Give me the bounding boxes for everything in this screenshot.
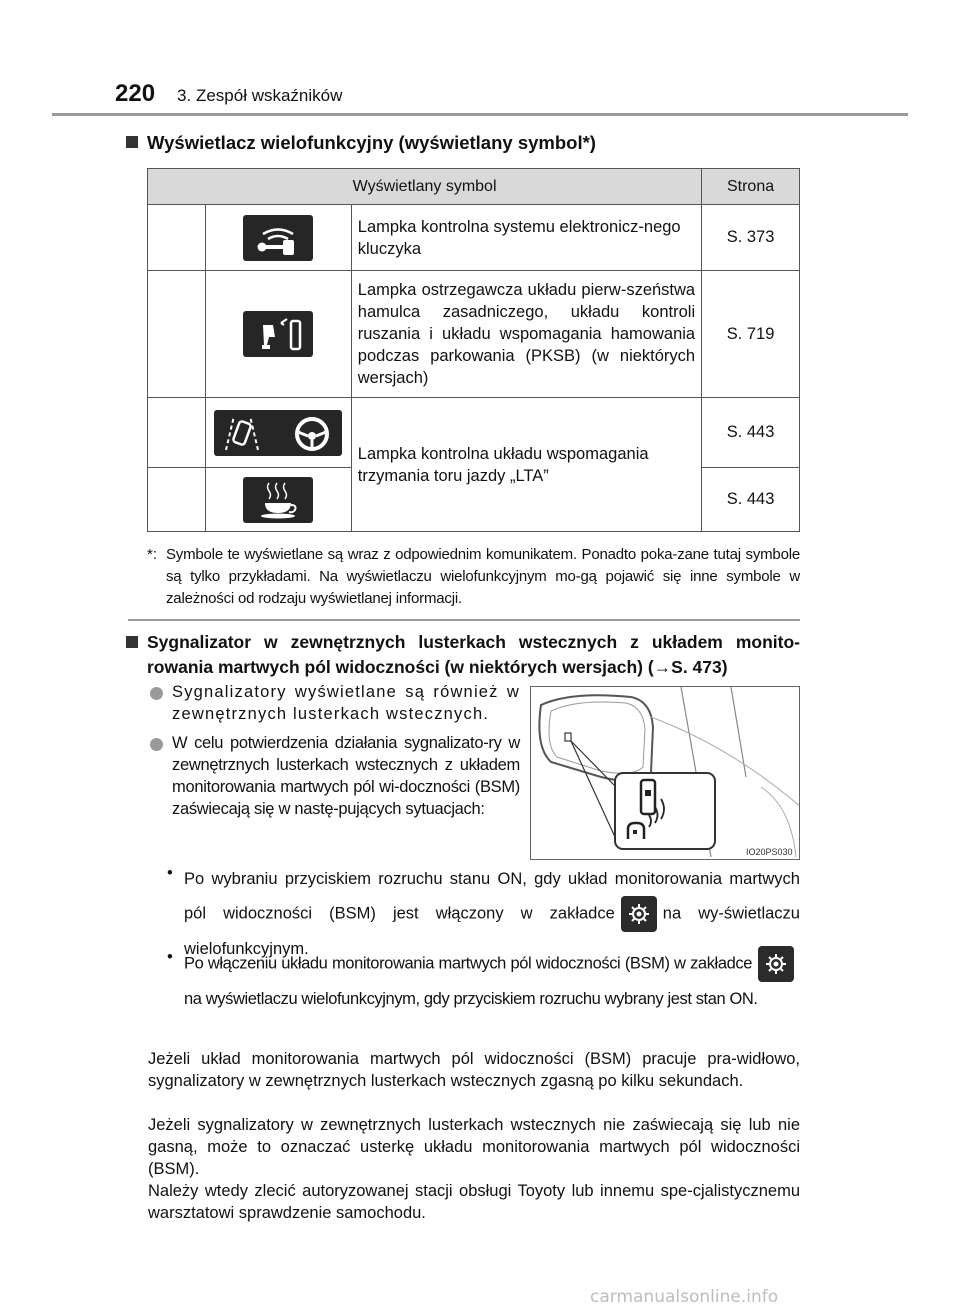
section-heading-display <box>128 130 808 155</box>
column-header-symbol: Wyświetlany symbol <box>148 169 702 205</box>
row-page: S. 443 <box>702 468 800 532</box>
sub-item-text: Po włączeniu układu monitorowania martwych pól widoczności (BSM) w zakładce <box>184 954 752 973</box>
paragraph-malfunction: Jeżeli sygnalizatory w zewnętrznych lusterkach wstecznych nie zaświecają się lub nie gasną, może to oznaczać usterkę układu monitorowania martwych pól widoczności (BSM). <box>148 1116 800 1178</box>
electronic-key-icon <box>243 215 313 261</box>
table-row <box>148 271 800 398</box>
circle-bullet-icon <box>150 687 163 700</box>
page-header <box>115 80 342 108</box>
bullet-text: Sygnalizatory wyświetlane są również w zewnętrznych lusterkach wstecznych. <box>172 683 520 723</box>
brake-override-icon <box>243 311 313 357</box>
footnote-text: Symbole te wyświetlane są wraz z odpowiednim komunikatem. Ponadto poka-zane tutaj symbole są tylko przykładami. Na wyświetlaczu wielofunkcyjnym mo-gą pojawić się inne symbole w zależności od rodzaju wyświetlanej informacji. <box>166 546 800 607</box>
row-page: S. 443 <box>702 398 800 468</box>
section-heading-bsm <box>128 630 800 680</box>
table-footnote <box>147 544 800 610</box>
column-header-page: Strona <box>702 169 800 205</box>
lane-trace-icon <box>214 410 342 456</box>
page-number: 220 <box>115 80 156 107</box>
side-mirror-image <box>531 687 800 860</box>
section-heading-text: Wyświetlacz wielofunkcyjny (wyświetlany symbol*) <box>147 132 596 153</box>
sub-item-text: na wy-świetlaczu wielofunkcyjnym. <box>184 904 800 958</box>
row-description: Lampka kontrolna systemu elektronicz-nego kluczyka <box>351 205 701 271</box>
sub-item-text: na wyświetlaczu wielofunkcyjnym, gdy przyciskiem rozruchu wybrany jest stan ON. <box>184 990 758 1008</box>
footnote-mark: *: <box>147 546 158 563</box>
header-divider <box>52 113 908 116</box>
page-reference-link[interactable]: S. 473) <box>671 657 728 677</box>
symbol-table <box>147 168 800 532</box>
chapter-title: 3. Zespół wskaźników <box>177 86 343 105</box>
row-page: S. 373 <box>702 205 800 271</box>
sub-item-text: Po wybraniu przyciskiem rozruchu stanu ON, gdy układ monitorowania martwych pól widoczności (BSM) jest włączony w zakładce <box>184 870 800 923</box>
lta-description: Lampka kontrolna układu wspomagania trzymania toru jazdy „LTA” <box>351 398 701 532</box>
table-row <box>148 398 800 468</box>
mirror-illustration <box>530 686 800 860</box>
section-heading-text: Sygnalizator w zewnętrznych lusterkach wstecznych z układem monito-rowania martwych pól widoczności (w niektórych wersjach) ( <box>147 632 800 677</box>
square-bullet-icon <box>126 136 138 148</box>
bullet-text: W celu potwierdzenia działania sygnalizato-ry w zewnętrznych lusterkach wstecznych z układem monitorowania martwych pól wi-doczności (BSM) zaświecają się w nastę-pujących sytuacjach: <box>172 734 520 818</box>
coffee-cup-icon <box>243 477 313 523</box>
sub-item-1: • Po wybraniu przyciskiem rozruchu stanu ON, gdy układ monitorowania martwych pól widoczności (BSM) jest włączony w zakładce na wy-świetlaczu wielofunkcyjnym. <box>167 864 800 958</box>
paragraph-normal-operation: Jeżeli układ monitorowania martwych pól widoczności (BSM) pracuje pra-widłowo, sygnalizatory w zewnętrznych lusterkach wstecznych zgasną po kilku sekundach. <box>148 1050 800 1090</box>
square-bullet-icon <box>126 636 138 648</box>
table-header-row <box>148 169 800 205</box>
sub-item-2: • Po włączeniu układu monitorowania martwych pól widoczności (BSM) w zakładcena wyświetlaczu wielofunkcyjnym, gdy przyciskiem rozruchu wybrany jest stan ON. <box>167 946 800 1016</box>
row-description: Lampka ostrzegawcza układu pierw-szeństwa hamulca zasadniczego, układu kontroli ruszania i układu wspomagania hamowania podczas parkowania (PKSB) (w niektórych wersjach) <box>351 271 701 398</box>
circle-bullet-icon <box>150 738 163 751</box>
settings-gear-icon <box>621 896 657 932</box>
arrow-right-icon: → <box>653 657 672 677</box>
row-page: S. 719 <box>702 271 800 398</box>
watermark: carmanualsonline.info <box>590 1287 779 1307</box>
settings-gear-icon <box>758 946 794 982</box>
paragraph-service: Należy wtedy zlecić autoryzowanej stacji obsługi Toyoty lub innemu spe-cjalistycznemu warsztatowi sprawdzenie samochodu. <box>148 1182 800 1222</box>
table-row <box>148 205 800 271</box>
image-code: IO20PS030 <box>746 847 793 857</box>
section-divider <box>128 619 800 621</box>
